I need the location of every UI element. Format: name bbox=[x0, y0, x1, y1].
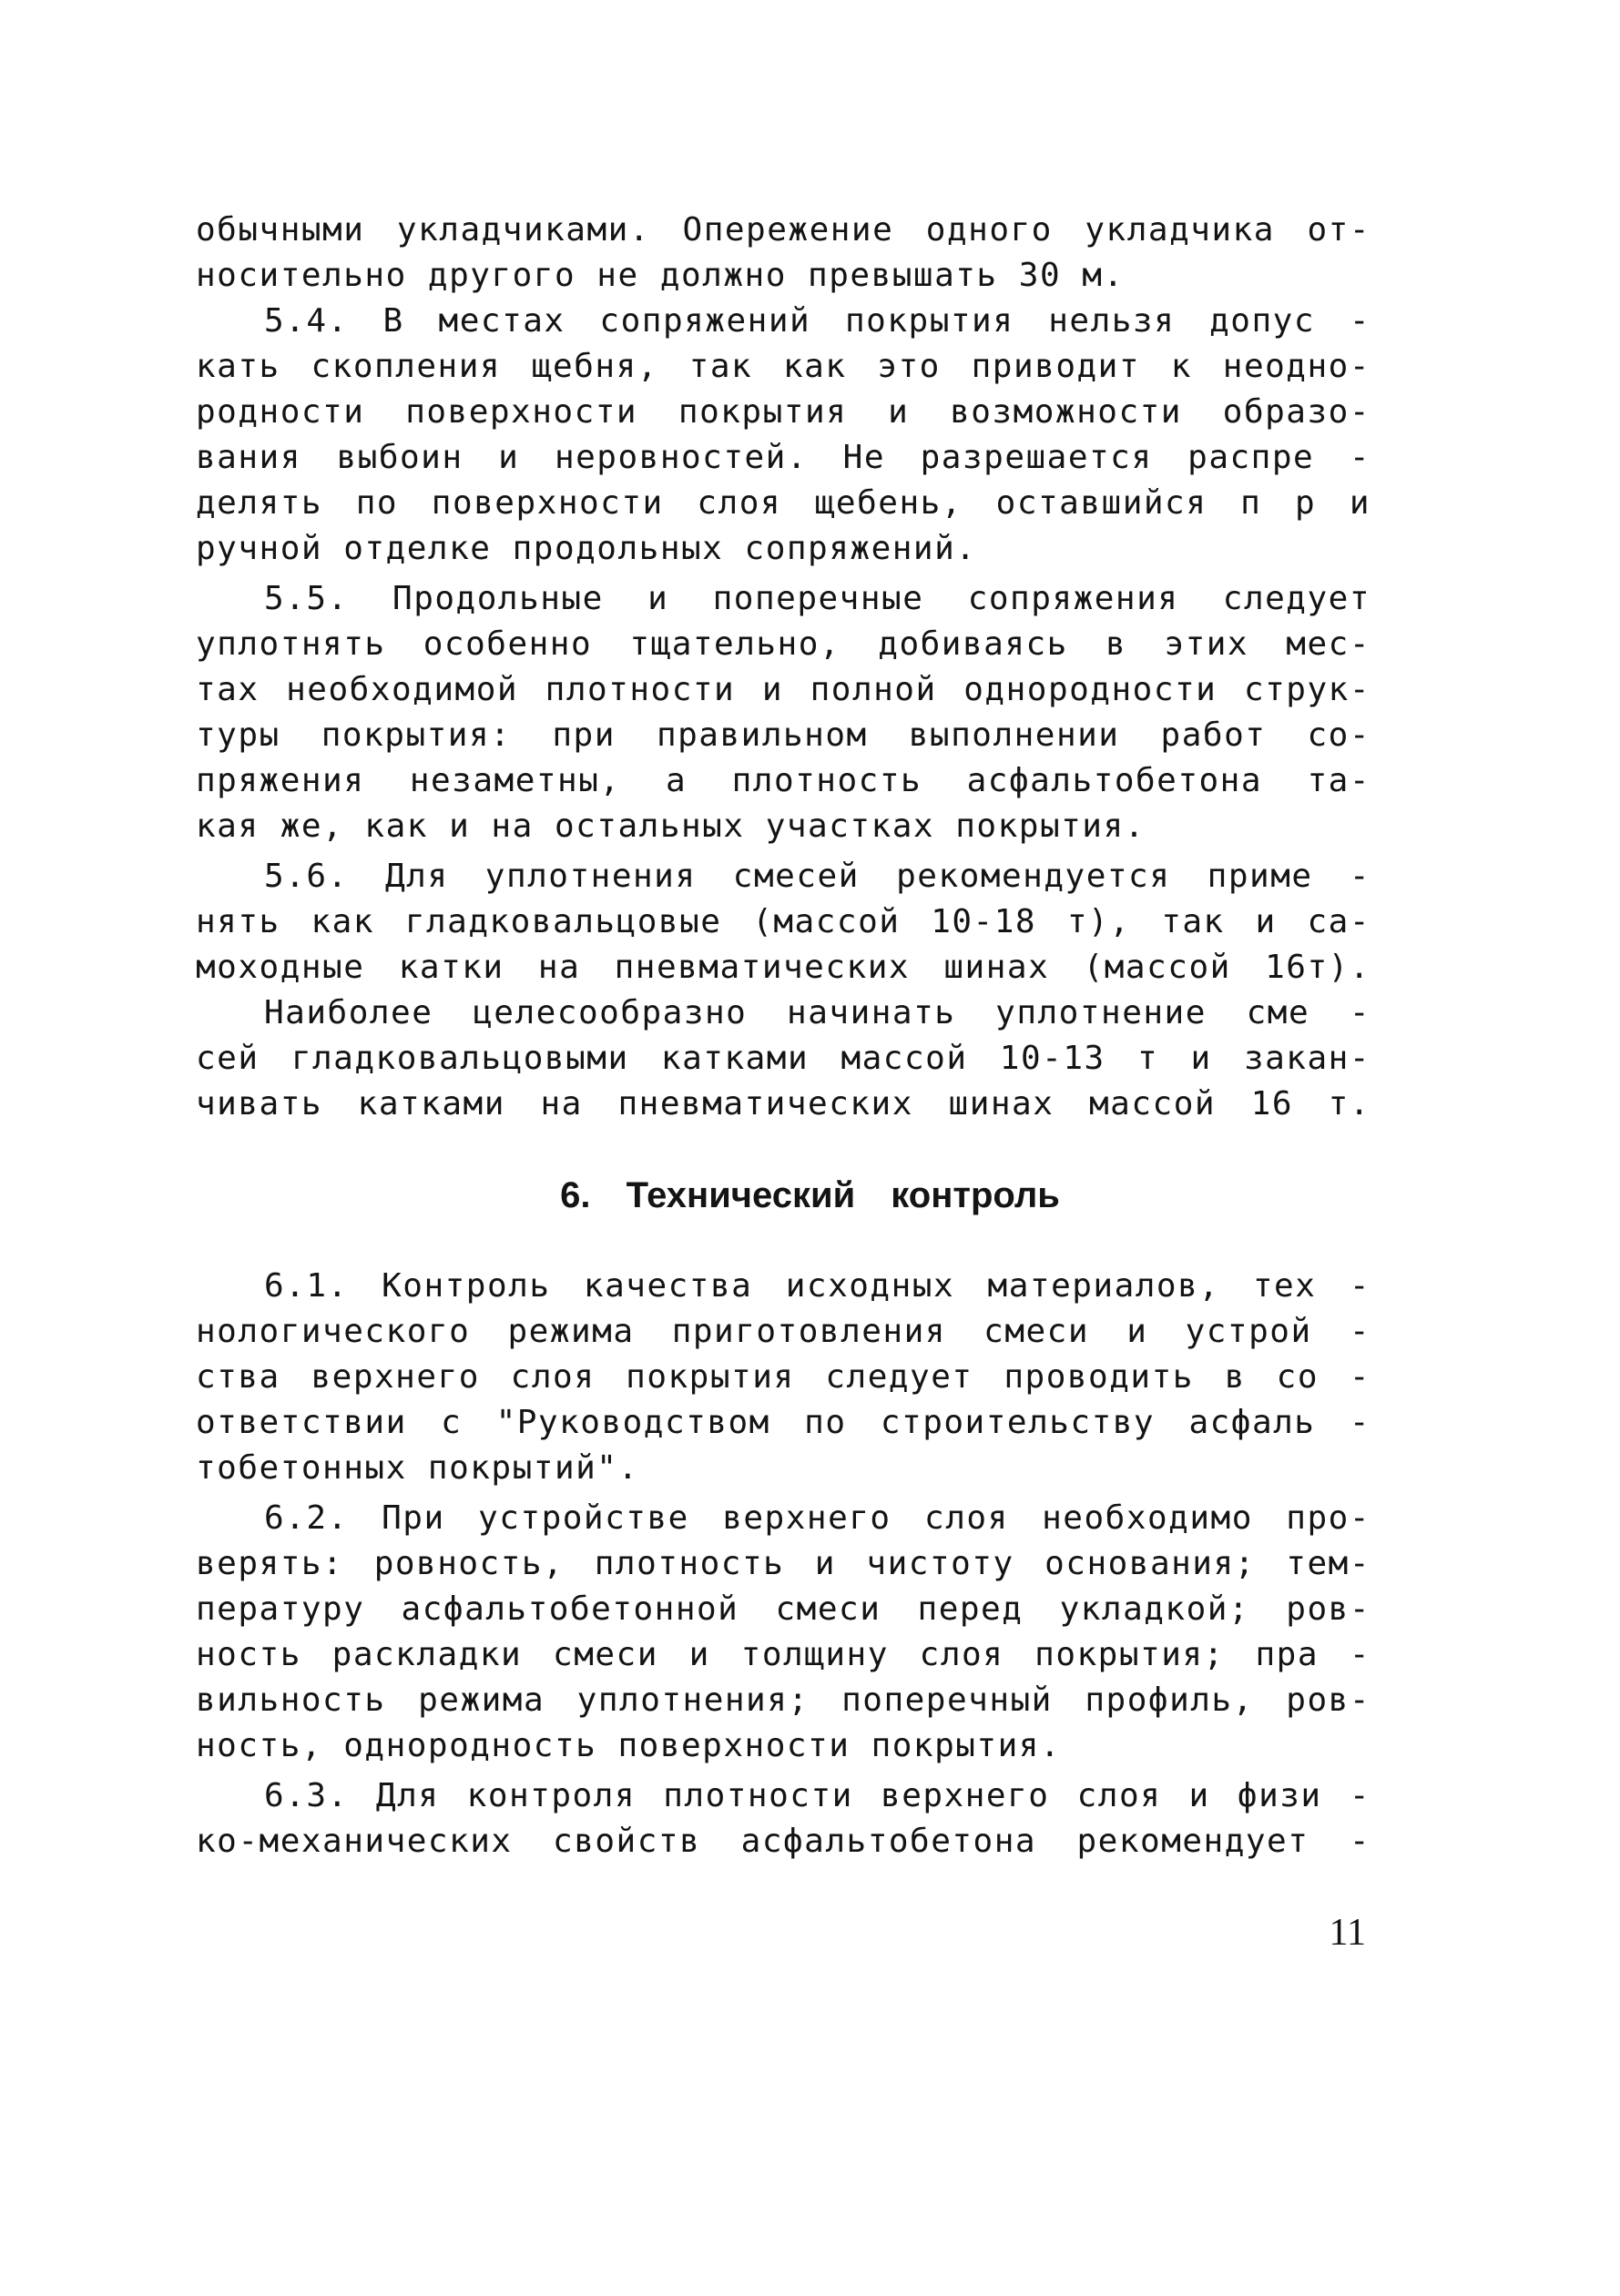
text-line: кая же, как и на остальных участках покрытия. bbox=[196, 808, 1146, 845]
text-line: носительно другого не должно превышать 30 м. bbox=[196, 257, 1125, 294]
text-line: 6.3. Для контроля плотности верхнего слоя и физи - bbox=[264, 1777, 1370, 1814]
text-line: Наиболее целесообразно начинать уплотнение сме - bbox=[264, 994, 1370, 1031]
text-line: тах необходимой плотности и полной однородности струк- bbox=[196, 671, 1370, 708]
text-line: 5.4. В местах сопряжений покрытия нельзя допус - bbox=[264, 302, 1370, 340]
text-line: 6.1. Контроль качества исходных материалов, тех - bbox=[264, 1267, 1370, 1305]
text-line: нологического режима приготовления смеси и устрой - bbox=[196, 1313, 1370, 1350]
text-line: вильность режима уплотнения; поперечный профиль, ров- bbox=[196, 1681, 1370, 1719]
text-line: ручной отделке продольных сопряжений. bbox=[196, 530, 977, 567]
text-line: ность, однородность поверхности покрытия. bbox=[196, 1727, 1062, 1764]
text-line: делять по поверхности слоя щебень, оставшийся п р и bbox=[196, 484, 1370, 522]
text-line: моходные катки на пневматических шинах (массой 16т). bbox=[196, 949, 1370, 986]
text-line: ко-механических свойств асфальтобетона рекомендует - bbox=[196, 1823, 1370, 1860]
text-line: уплотнять особенно тщательно, добиваясь в этих мес- bbox=[196, 625, 1370, 663]
text-line: туры покрытия: при правильном выполнении работ со- bbox=[196, 716, 1370, 754]
text-line: 6.2. При устройстве верхнего слоя необходимо про- bbox=[264, 1499, 1370, 1537]
text-line: нять как гладковальцовые (массой 10-18 т), так и са- bbox=[196, 903, 1370, 940]
text-line: верять: ровность, плотность и чистоту основания; тем- bbox=[196, 1545, 1370, 1582]
page-number: 11 bbox=[1329, 1912, 1366, 1954]
text-line: 5.5. Продольные и поперечные сопряжения следует bbox=[264, 580, 1370, 617]
text-line: тобетонных покрытий". bbox=[196, 1449, 639, 1487]
text-line: чивать катками на пневматических шинах массой 16 т. bbox=[196, 1085, 1370, 1123]
text-line: пературу асфальтобетонной смеси перед укладкой; ров- bbox=[196, 1590, 1370, 1628]
text-line: ства верхнего слоя покрытия следует проводить в со - bbox=[196, 1358, 1370, 1396]
text-line: кать скопления щебня, так как это приводит к неодно- bbox=[196, 348, 1370, 385]
section-heading: 6. Технический контроль bbox=[560, 1175, 1060, 1215]
text-line: вания выбоин и неровностей. Не разрешается распре - bbox=[196, 439, 1370, 476]
text-line: сей гладковальцовыми катками массой 10-13 т и закан- bbox=[196, 1040, 1370, 1077]
text-line: обычными укладчиками. Опережение одного укладчика от- bbox=[196, 211, 1370, 249]
text-line: родности поверхности покрытия и возможности образо- bbox=[196, 393, 1370, 431]
text-line: 5.6. Для уплотнения смесей рекомендуется приме - bbox=[264, 858, 1370, 895]
text-line: пряжения незаметны, а плотность асфальтобетона та- bbox=[196, 762, 1370, 799]
text-line: ответствии с "Руководством по строительству асфаль - bbox=[196, 1404, 1370, 1441]
text-line: ность раскладки смеси и толщину слоя покрытия; пра - bbox=[196, 1636, 1370, 1673]
